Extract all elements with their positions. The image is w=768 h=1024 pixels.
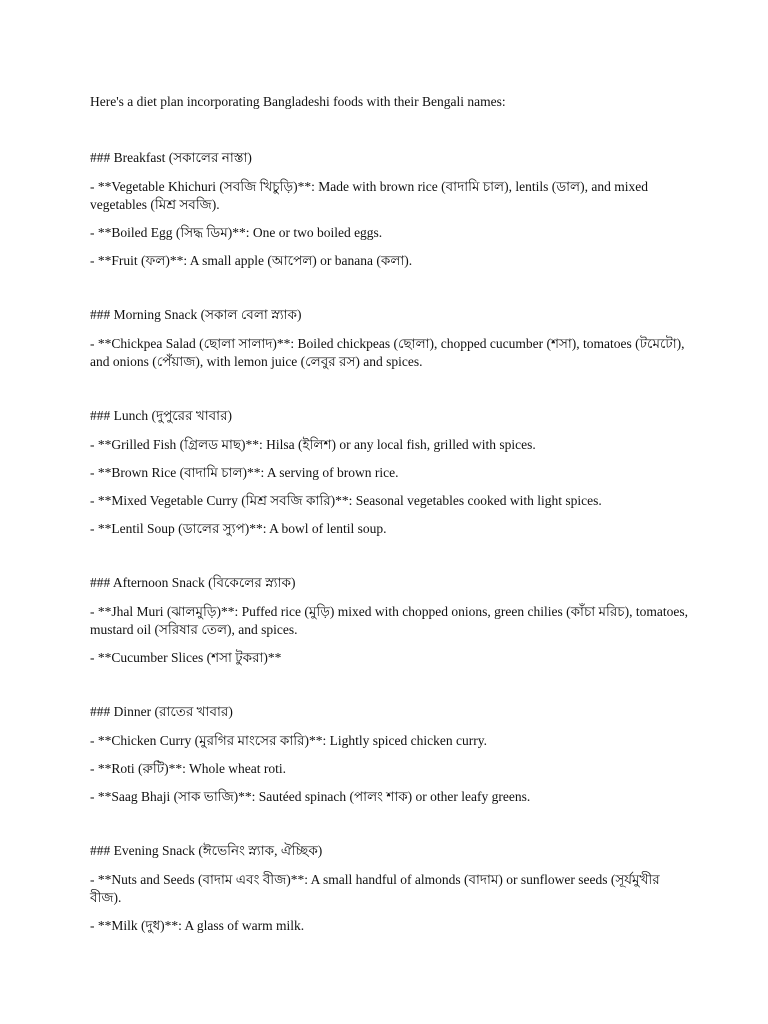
list-item: - **Vegetable Khichuri (সবজি খিচুড়ি)**: Made with brown rice (বাদামি চাল), lentils (ডাল), and mixed vegetables (মিশ্র সবজি). — [90, 179, 648, 212]
list-item: - **Chickpea Salad (ছোলা সালাদ)**: Boiled chickpeas (ছোলা), chopped cucumber (শসা), tomatoes (টমেটো), and onions (পেঁয়াজ), with lemon juice (লেবুর রস) and spices. — [90, 336, 685, 369]
list-item: - **Cucumber Slices (শসা টুকরা)** — [90, 650, 282, 665]
list-item: - **Nuts and Seeds (বাদাম এবং বীজ)**: A small handful of almonds (বাদাম) or sunflower seeds (সূর্যমুখীর বীজ). — [90, 872, 660, 905]
section-heading: ### Evening Snack (ঈভেনিং স্ন্যাক, ঐচ্ছিক) — [90, 843, 323, 858]
section-dinner — [90, 703, 690, 806]
section-breakfast — [90, 149, 690, 270]
list-item: - **Mixed Vegetable Curry (মিশ্র সবজি কারি)**: Seasonal vegetables cooked with light spices. — [90, 493, 602, 508]
list-item: - **Brown Rice (বাদামি চাল)**: A serving of brown rice. — [90, 465, 399, 480]
section-heading: ### Morning Snack (সকাল বেলা স্ন্যাক) — [90, 307, 302, 322]
list-item: - **Grilled Fish (গ্রিলড মাছ)**: Hilsa (ইলিশ) or any local fish, grilled with spices. — [90, 437, 536, 452]
list-item: - **Chicken Curry (মুরগির মাংসের কারি)**: Lightly spiced chicken curry. — [90, 733, 487, 748]
list-item: - **Lentil Soup (ডালের স্যুপ)**: A bowl of lentil soup. — [90, 521, 387, 536]
list-item: - **Boiled Egg (সিদ্ধ ডিম)**: One or two boiled eggs. — [90, 225, 383, 240]
list-item: - **Milk (দুধ)**: A glass of warm milk. — [90, 918, 305, 933]
section-heading: ### Breakfast (সকালের নাস্তা) — [90, 150, 252, 165]
list-item: - **Fruit (ফল)**: A small apple (আপেল) or banana (কলা). — [90, 253, 413, 268]
section-morning-snack — [90, 306, 690, 371]
intro-text: Here's a diet plan incorporating Bangladeshi foods with their Bengali names: — [90, 94, 506, 109]
section-heading: ### Afternoon Snack (বিকেলের স্ন্যাক) — [90, 575, 296, 590]
section-heading: ### Dinner (রাতের খাবার) — [90, 704, 233, 719]
section-heading: ### Lunch (দুপুরের খাবার) — [90, 408, 233, 423]
section-afternoon-snack — [90, 574, 690, 667]
list-item: - **Jhal Muri (ঝালমুড়ি)**: Puffed rice (মুড়ি) mixed with chopped onions, green chilies (কাঁচা মরিচ), tomatoes, mustard oil (সরিষার তেল), and spices. — [90, 604, 688, 637]
section-lunch — [90, 407, 690, 538]
document-page — [90, 93, 690, 971]
list-item: - **Roti (রুটি)**: Whole wheat roti. — [90, 761, 287, 776]
list-item: - **Saag Bhaji (সাক ভাজি)**: Sautéed spinach (পালং শাক) or other leafy greens. — [90, 789, 531, 804]
section-evening-snack — [90, 842, 690, 935]
